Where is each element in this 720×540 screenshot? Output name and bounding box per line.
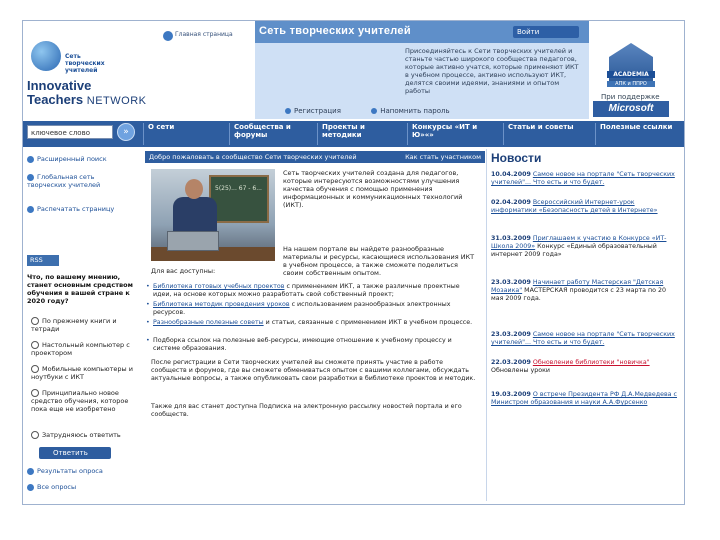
all-polls-link[interactable] — [27, 483, 76, 491]
radio-icon — [31, 389, 39, 397]
nav-item-projects[interactable]: Проекты и методики — [317, 123, 403, 145]
registration-icon — [285, 108, 291, 114]
intro-text-2: На нашем портале вы найдете разнообразные материалы и ресурсы, касающиеся использования ИКТ в учебном процессе, а также сможете поделиться своим собственным опытом. — [283, 245, 475, 277]
microsoft-logo[interactable]: Microsoft — [593, 101, 669, 117]
news-item — [491, 199, 679, 215]
partners-label: При поддержке — [601, 93, 660, 101]
nav-item-articles[interactable]: Статьи и советы — [503, 123, 591, 145]
login-label: Войти — [517, 28, 540, 36]
nav-item-contests[interactable]: Конкурсы «ИТ и Ю»«» — [407, 123, 499, 145]
advanced-search-label: Расширенный поиск — [37, 155, 107, 163]
brand-name — [27, 79, 147, 108]
news-link[interactable]: О встрече Президента РФ Д.А.Медведева с Министром образования и науки А.А.Фурсенко — [491, 391, 678, 406]
nav-item-about[interactable]: О сети — [143, 123, 225, 145]
intro-text: Сеть творческих учителей создана для педагогов, которые интересуются возможностями улучшения качества обучения с помощью применения информационных и коммуникационных технологий (ИКТ). — [283, 169, 463, 209]
global-network-link[interactable] — [27, 173, 133, 189]
globe-icon — [27, 174, 34, 181]
vote-label: Ответить — [53, 449, 88, 457]
banner-text: Присоединяйтесь к Сети творческих учителей и станьте частью широкого сообщества педагогов, которые активно учатся, которые применяют ИКТ в учебном процессе, активно используют ИКТ, делятся своими идеями, знаниями и опытом работы — [405, 47, 579, 95]
brand-line-3: NETWORK — [86, 95, 147, 107]
rss-label: RSS — [30, 256, 43, 264]
news-date: 02.04.2009 — [491, 199, 531, 206]
search-icon — [27, 156, 34, 163]
news-item — [491, 331, 679, 347]
vote-button[interactable] — [39, 447, 111, 459]
news-link[interactable]: Самое новое на портале "Сеть творческих учителей"... Что есть и что будет. — [491, 171, 675, 186]
left-column — [23, 149, 141, 504]
news-item — [491, 391, 679, 407]
laptop-icon — [167, 231, 219, 251]
registration-label: Регистрация — [294, 107, 341, 115]
poll-results-link[interactable] — [27, 467, 103, 475]
feature-text: с применением ИКТ, а также различные проектные идеи, на основе которых можно разработать свой собственный проект; — [153, 283, 460, 298]
poll-results-label: Результаты опроса — [37, 467, 103, 475]
news-date: 23.03.2009 — [491, 331, 531, 338]
feature-link[interactable]: Библиотека методик проведения уроков — [153, 301, 290, 308]
radio-icon — [31, 341, 39, 349]
rss-button[interactable] — [27, 255, 59, 266]
key-icon — [371, 108, 377, 114]
feature-bullet — [153, 301, 479, 317]
column-divider — [486, 149, 487, 501]
logo-caption: Сеть творческих учителей — [65, 53, 105, 74]
news-link[interactable]: Всероссийский Интернет-урок информатики «Безопасность детей в Интернете» — [491, 199, 658, 214]
chart-icon — [27, 468, 34, 475]
center-column — [145, 149, 485, 504]
home-link[interactable] — [175, 31, 233, 38]
main-nav — [23, 121, 684, 147]
home-link-label: Главная страница — [175, 31, 233, 38]
radio-icon — [31, 365, 39, 373]
news-text: МАСТЕРСКАЯ проводится с 23 марта по 20 мая 2009 года. — [491, 287, 666, 302]
news-item — [491, 279, 679, 303]
nav-item-communities[interactable]: Сообщества и форумы — [229, 123, 313, 145]
globe-icon — [31, 41, 61, 71]
news-item — [491, 235, 679, 259]
chalkboard-text: 5(25)... 67 - 6... — [215, 185, 262, 192]
news-text: Обновлены уроки — [491, 367, 550, 374]
news-text: Конкурс «Единый образовательный интернет 2009 года» — [491, 243, 657, 258]
search-button[interactable]: » — [117, 123, 135, 141]
chalkboard — [209, 175, 269, 223]
news-item — [491, 359, 679, 375]
forgot-password-label: Напомнить пароль — [380, 107, 450, 115]
available-heading: Для вас доступны: — [151, 267, 216, 275]
feature-bullet — [153, 319, 479, 327]
printer-icon — [27, 206, 34, 213]
news-date: 10.04.2009 — [491, 171, 531, 178]
poll-option[interactable] — [31, 365, 135, 381]
poll-option-label: Затрудняюсь ответить — [42, 431, 121, 439]
news-link[interactable]: Приглашаем к участию в Конкурсе «ИТ-Школа 2009» — [491, 235, 667, 250]
poll-option[interactable] — [31, 389, 135, 413]
brand-line-1: Innovative — [27, 78, 92, 93]
advanced-search-link[interactable] — [27, 155, 107, 163]
feature-text: и статьи, связанные с применением ИКТ в учебном процессе. — [263, 319, 473, 326]
global-network-label: Глобальная сеть творческих учителей — [27, 173, 101, 189]
banner-links — [285, 107, 478, 115]
news-date: 19.03.2009 — [491, 391, 531, 398]
teacher-photo — [151, 169, 275, 261]
all-polls-label: Все опросы — [37, 483, 77, 491]
academia-sub: АПК и ППРО — [607, 81, 655, 87]
brand-line-2: Teachers — [27, 92, 84, 107]
radio-icon — [31, 317, 39, 325]
news-column — [489, 149, 681, 504]
poll-option-label: Настольный компьютер с проектором — [31, 341, 130, 357]
registration-link[interactable] — [285, 107, 355, 115]
feature-bullet — [153, 283, 479, 299]
news-link[interactable]: Начинает работу Мастерская "Детская Мозаика" — [491, 279, 664, 294]
banner-title: Сеть творческих учителей — [259, 25, 411, 37]
academia-logo[interactable] — [601, 43, 661, 93]
poll-question: Что, по вашему мнению, станет основным средством обучения в вашей стране к 2020 году? — [27, 273, 133, 305]
teacher-head — [185, 179, 203, 199]
welcome-banner — [255, 21, 589, 119]
poll-option[interactable] — [31, 317, 135, 333]
news-link[interactable]: Самое новое на портале "Сеть творческих учителей"... Что есть и что будет. — [491, 331, 675, 346]
feature-link[interactable]: Библиотека готовых учебных проектов — [153, 283, 285, 290]
search-input[interactable]: ключевое слово — [27, 125, 113, 139]
feature-bullet — [153, 337, 479, 353]
news-item — [491, 171, 679, 187]
news-date: 31.03.2009 — [491, 235, 531, 242]
registration-paragraph: После регистрации в Сети творческих учителей вы сможете принять участие в работе сообществ и форумов, где вы сможете обмениваться опытом с вашими коллегами, обсуждать актуальные вопросы, а также опубликовать свои разработки в библиотеке проектов и методик. — [151, 359, 476, 382]
header — [23, 21, 684, 119]
site-logo[interactable] — [23, 21, 248, 119]
login-button[interactable] — [513, 26, 579, 38]
forgot-password-link[interactable] — [371, 107, 463, 115]
academia-label: ACADEMIA — [607, 71, 655, 78]
print-link[interactable] — [27, 205, 114, 213]
nav-item-links[interactable]: Полезные ссылки — [595, 123, 681, 145]
poll-option[interactable] — [31, 341, 135, 357]
print-label: Распечатать страницу — [37, 205, 115, 213]
home-icon — [163, 31, 173, 41]
how-to-join-link[interactable]: Как стать участником — [405, 153, 481, 161]
poll-option-label: По прежнему книги и тетради — [31, 317, 117, 333]
list-icon — [27, 484, 34, 491]
news-date: 23.03.2009 — [491, 279, 531, 286]
news-title: Новости — [491, 151, 542, 165]
news-date: 22.03.2009 — [491, 359, 531, 366]
news-link[interactable]: Обновление библиотеки "новичка" — [532, 359, 650, 366]
welcome-title: Добро пожаловать в сообщество Сети творческих учителей — [149, 153, 357, 161]
welcome-title-bar — [145, 151, 485, 163]
radio-icon — [31, 431, 39, 439]
poll-option-label: Мобильные компьютеры и ноутбуки с ИКТ — [31, 365, 133, 381]
page — [22, 20, 685, 505]
feature-text: с использованием разнообразных электронных ресурсов. — [153, 301, 451, 316]
poll-option-label: Принципиально новое средство обучения, которое пока еще не изобретено — [31, 389, 129, 413]
feature-text: Подборка ссылок на полезные веб-ресурсы, имеющие отношение к учебному процессу и системе образования. — [153, 337, 452, 352]
subscription-paragraph: Также для вас станет доступна Подписка на электронную рассылку новостей портала и его сообществ. — [151, 403, 462, 418]
feature-link[interactable]: Разнообразные полезные советы — [153, 319, 264, 326]
poll-option[interactable] — [31, 431, 135, 439]
